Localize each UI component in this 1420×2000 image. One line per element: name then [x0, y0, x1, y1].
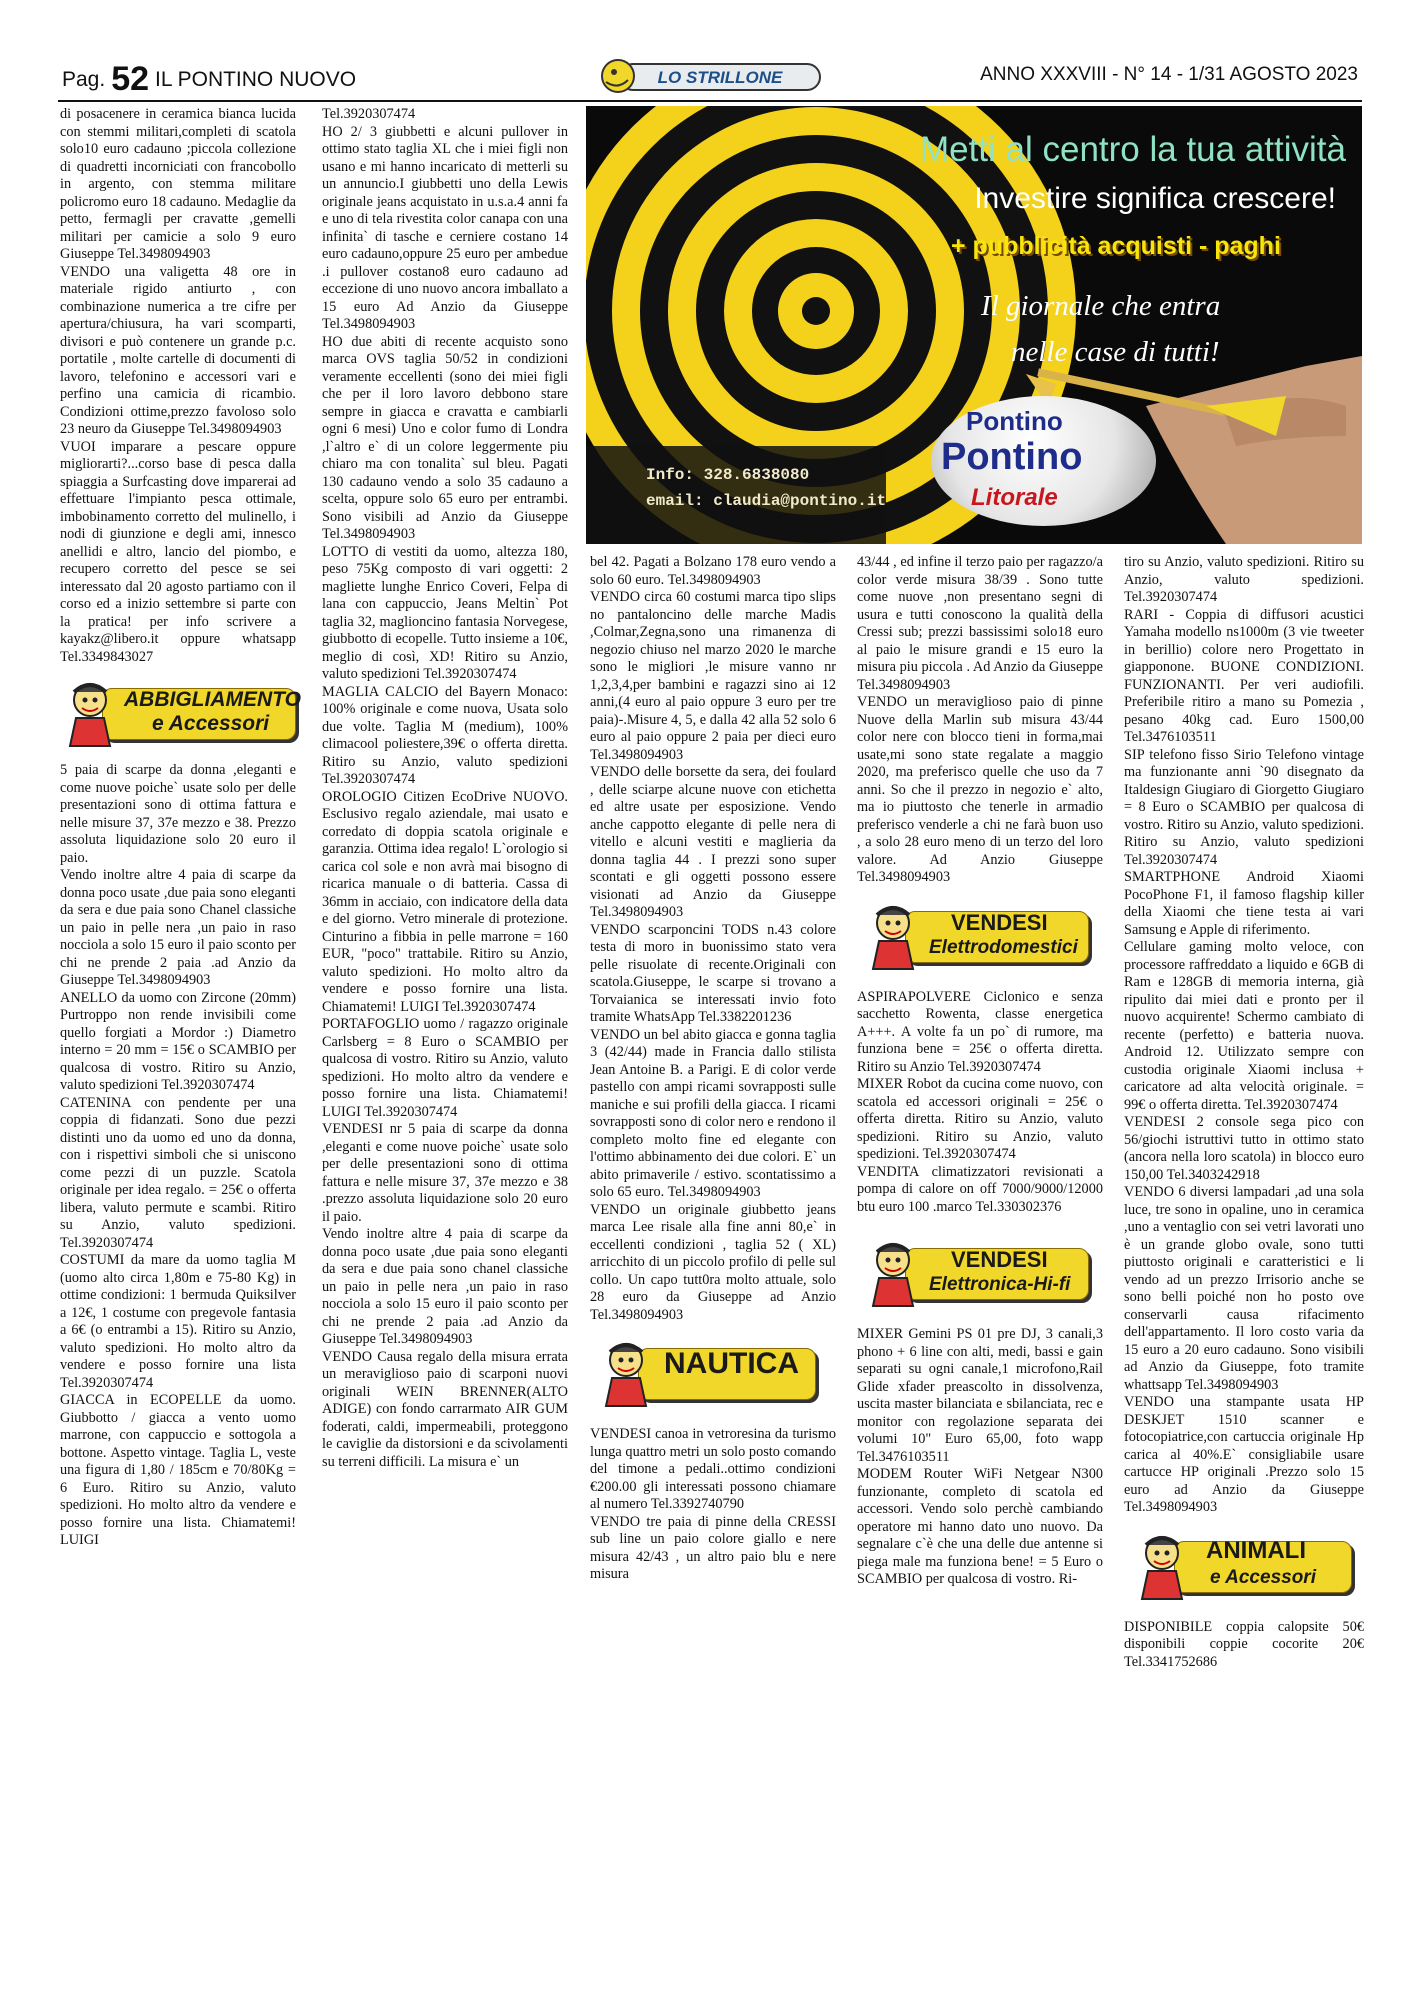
column-3 [590, 554, 836, 1584]
classified-ad: Vendo inoltre altre 4 paia di scarpe da donna poco usate ,due paia sono eleganti da sera e due paia sono chanel classiche un paio in pelle nera ,un paio in raso nocciola a solo 15 euro il paio sconto per chi ne prende 2 paia .ad Anzio da Giuseppe Tel.3498094903 [322, 1226, 568, 1347]
ad-slogan-line1: Il giornale che entra [981, 290, 1221, 322]
classified-ad: HO 2/ 3 giubbetti e alcuni pullover in ottimo stato taglia XL che i miei figli non usano e mi hanno incaricato di metterli su un annuncio.I giubbetti uno della Lewis originale jeans acquistato in u.s.a.4 anni fa e uno di tela rivestita color canapa con una infinita` di tasche e cerniere costano 14 euro cadauno,oppure 25 euro per ambedue .i pullover costano8 euro cadauno ad eccezione di uno nuovo ancora imballato a 15 euro Ad Anzio da Giuseppe Tel.3498094903 [322, 123, 568, 332]
banner-line2: Elettrodomestici [929, 936, 1078, 958]
banner-line2: e Accessori [1210, 1566, 1316, 1588]
banner-line1: NAUTICA [664, 1347, 799, 1380]
classified-ad: SIP telefono fisso Sirio Telefono vintage ma funzionante anni `90 disegnato da Italdesign Giugiaro di Giorgetto Giugiaro = 8 Euro o SCAMBIO per qualcosa di vostro. Ritiro su Anzio, valuto spedizioni. Ritiro su Anzio, valuto spedizioni Tel.3920307474 [1124, 746, 1364, 868]
classified-ad: GIACCA in ECOPELLE da uomo. Giubbotto / giacca a vento uomo marrone, con cappuccio e sottogola a bottone. Aspetto vintage. Taglia L, veste una figura di 1,80 / 185cm e 70/80Kg = 6 Euro. Ritiro su Anzio, valuto spedizioni. Ho molto altro da vendere e posso fornire una lista. Chiamatemi! LUIGI [60, 1392, 296, 1548]
ad-email: email: claudia@pontino.it [646, 492, 887, 510]
strillone-logo [590, 56, 830, 96]
mascot-icon [1132, 1531, 1194, 1601]
classified-ad: SMARTPHONE Android Xiaomi PocoPhone F1, il famoso flagship killer della Xiaomi che tiene testa ai vari Samsung e Apple di riferimento. [1124, 869, 1364, 938]
page-number: 52 [111, 60, 150, 98]
column-2 [322, 106, 568, 1471]
section-banner-elettronica [863, 1238, 1089, 1308]
section-banner-elettrodomestici [863, 901, 1089, 971]
column-1 [60, 106, 301, 1550]
classified-ad: MODEM Router WiFi Netgear N300 funzionante, completo di scatola ed accessori. Vendo solo perchè cambiando operatore mi hanno dato uno nuovo. Da segnalare c`è che una delle due antenne si piega male ma funziona bene! = 5 Euro o SCAMBIO per qualcosa di vostro. Ri- [857, 1466, 1103, 1587]
classified-ad: VENDO circa 60 costumi marca tipo slips no pantaloncino delle marche Madis ,Colmar,Zegna,sono una rimanenza di negozio chiuso nel marzo 2020 le marche sono le migliori ,le misure vanno nr 1,2,3,4,per bambini e ragazzi sino ai 12 anni,(4 euro al paio oppure 3 euro per tre paia)-.Misure 4, 5, e dalla 42 alla 52 solo 6 euro al paio oppure 2 paia per dieci euro Tel.3498094903 [590, 589, 836, 763]
classified-ad: VUOI imparare a pescare oppure migliorarti?...corso base di pesca dalla spiaggia a Surfcasting dove imparerai ad effettuare l'impianto pesca ottimale, imbobinamento corretto del mulinello, i nodi di giunzione e degli ami, innesco anellidi e altro, lancio del piombo, e recupero corretto del pesce se sei interessato dal 20 agosto partiamo con il corso ed a inizio settembre si parte con la pratica! per info scrivere a kayakz@libero.it oppure whatsapp Tel.3349843027 [60, 438, 296, 665]
classified-ad: LOTTO di vestiti da uomo, altezza 180, peso 75Kg composto di vari oggetti: 2 magliette lunghe Enrico Coveri, Felpa di lana con cappuccio, Jeans Meltin` Pot taglia 32, maglioncino fantasia Norvegese, giubbotto di ecopelle. Tutto insieme a 10€, meglio di così, XD! Ritiro su Anzio, valuto spedizioni Tel.3920307474 [322, 543, 568, 682]
classified-ad: Cellulare gaming molto veloce, con processore raffreddato a liquido e 6GB di Ram e 128GB di memoria interna, già ripulito dai miei dati e pronto per il nuovo acquirente! Schermo cambiato di recente (perfetto) e batteria nuova. Android 12. Utilizzato sempre con custodia originale Xiaomi inclusa + caricatore ad alta velocità originale. = 99€ o offerta diretta. Tel.3920307474 [1124, 939, 1364, 1113]
classified-ad: MIXER Robot da cucina come nuovo, con scatola ed accessori originali = 25€ o offerta diretta. Ritiro su Anzio, valuto spedizioni. Ritiro su Anzio, valuto spedizioni. Tel.3920307474 [857, 1076, 1103, 1162]
section-banner-abbigliamento [60, 678, 301, 748]
classified-ad: RARI - Coppia di diffusori acustici Yamaha modello ns1000m (3 vie tweeter in berillio) colore nero Progettato in giapponone. BUONE CONDIZIONI. FUNZIONANTI. Per veri audiofili. Preferibile ritiro a mano su Pomezia , pesano 40kg cad. Euro 1500,00 Tel.3476103511 [1124, 606, 1364, 745]
classified-ad: VENDO un originale giubbetto jeans marca Lee risale alla fine anni 80,e` in eccellenti condizioni , taglia 52 ( XL) arricchito di un piccolo profilo di pelle sul collo. Un capo tutt0ra molto attuale, solo 28 euro da Giuseppe ad Anzio Tel.3498094903 [590, 1201, 836, 1323]
banner-line1: ABBIGLIAMENTO [124, 688, 301, 711]
classified-ad: VENDO un meraviglioso paio di pinne Nuove della Marlin sub misura 43/44 color nere con blocco tieni in forma,mai usate,mi sono state regalate a maggio 2020, ma preferisco quelle che uso da 7 anni. So che il prezzo in negozio e` alto, ma io piuttosto che tenerle in armadio preferisco venderle a chi ne farà buon uso , a solo 28 euro meno di un terzo del loro valore. Ad Anzio Giuseppe Tel.3498094903 [857, 694, 1103, 885]
banner-line1: ANIMALI [1206, 1536, 1306, 1564]
globe-text-3: Litorale [971, 484, 1058, 511]
logo-text: LO STRILLONE [657, 68, 783, 87]
header-rule [58, 100, 1362, 102]
classified-ad: 5 paia di scarpe da donna ,eleganti e come nuove poiche` usate solo per delle presentazioni sono di ottima fattura e nelle misure 37, 37e mezzo e 38. Prezzo assoluta liquidazione solo 20 euro il paio. [60, 762, 296, 866]
banner-line1: VENDESI [951, 1247, 1048, 1272]
paper-name: IL PONTINO NUOVO [155, 68, 357, 91]
issue-info: ANNO XXXVIII - N° 14 - 1/31 AGOSTO 2023 [980, 64, 1358, 85]
classified-ad: VENDESI nr 5 paia di scarpe da donna ,eleganti e come nuove poiche` usate solo per delle presentazioni sono di ottima fattura e nelle misure 37, 37e mezzo e 38 .prezzo assoluta liquidazione solo 20 euro il paio. [322, 1121, 568, 1225]
banner-line2: e Accessori [152, 712, 270, 735]
classified-ad: DISPONIBILE coppia calopsite 50€ disponibili coppie cocorite 20€ Tel.3341752686 [1124, 1618, 1364, 1670]
classified-ad: ASPIRAPOLVERE Ciclonico e senza sacchetto Rowenta, classe energetica A+++. A volte fa un po` di rumore, ma funziona bene = 25€ o offerta diretta. Ritiro su Anzio Tel.3920307474 [857, 988, 1103, 1075]
classified-ad: VENDO 6 diversi lampadari ,ad una sola luce, tre sono in opaline, uno in ceramica ,uno a ventaglio con sei vetri lavorati uno è un grande globo ovale, sono tutti piuttosto originali e caratteristici e li vendo ad un prezzo Irrisorio anche se sono belli poiché non ho posto ove conservarli causa rifacimento dell'appartamento. Il loro costo varia da 15 euro a 20 euro cadauno. Sono visibili ad Anzio da Giuseppe, foto tramite whattsapp Tel.3498094903 [1124, 1184, 1364, 1393]
ad-title: Metti al centro la tua attività [919, 130, 1346, 169]
classified-ad: Tel.3920307474 [322, 106, 416, 122]
mascot-icon [596, 1338, 658, 1408]
banner-line1: VENDESI [951, 909, 1048, 935]
classified-ad: VENDESI canoa in vetroresina da turismo lunga quattro metri un solo posto comando del timone a pedali..ottimo condizioni €200.00 gli interessati possono chiamare al numero Tel.3392740790 [590, 1426, 836, 1512]
mascot-icon [60, 678, 122, 748]
classified-ad: OROLOGIO Citizen EcoDrive NUOVO. Esclusivo regalo aziendale, mai usato e corredato di doppia scatola originale e garanzia. Ottima idea regalo! L`orologio si carica col sole e non avrà mai bisogno di ricarica manuale o di batteria. Cassa di 36mm in acciaio, con indicatore della data e del giorno. Vetro minerale di protezione. Cinturino a fibbia in pelle marrone = 160 EUR, "poco" trattabile. Ritiro su Anzio, valuto spedizioni. Ho molto altro da vendere e posso fornire una lista. Chiamatemi! LUIGI Tel.3920307474 [322, 788, 568, 1015]
classified-ad: VENDO una stampante usata HP DESKJET 1510 scanner e fotocopiatrice,con cartuccia originale Hp carica al 40%.E` consigliabile usare cartucce HP originali .Prezzo solo 15 euro ad Anzio da Giuseppe Tel.3498094903 [1124, 1394, 1364, 1515]
classified-ad: VENDO tre paia di pinne della CRESSI sub line un paio colore giallo e nere misura 42/43 , un altro paio blu e nere misura [590, 1513, 836, 1582]
classified-ad: tiro su Anzio, valuto spedizioni. Ritiro su Anzio, valuto spedizioni. Tel.3920307474 [1124, 554, 1364, 605]
classified-ad: 43/44 , ed infine il terzo paio per ragazzo/a color verde misura 38/39 . Sono tutte come nuove ,non presentano segni di usura e tutti conoscono la qualità della Cressi sub; prezzi bassissimi solo18 euro al paio le misure grandi e 15 euro la misura piu piccola . Ad Anzio da Giuseppe Tel.3498094903 [857, 554, 1103, 693]
classified-ad: MIXER Gemini PS 01 pre DJ, 3 canali,3 phono + 6 line con alti, medi, bassi e gain separati su ogni canale,1 microfono,Rail Glide xfader preascolto in dissolvenza, uscita master bilanciata e sbilanciata, rec e monitor con regolazione separata dei volumi 10" Euro 65,00, foto wapp Tel.3476103511 [857, 1326, 1103, 1465]
classified-ad: COSTUMI da mare da uomo taglia M (uomo alto circa 1,80m e 75-80 Kg) in ottime condizioni: 1 bermuda Quiksilver a 12€, 1 costume con pregevole fantasia a 6€ (o entrambi a 15). Ritiro su Anzio, valuto spedizioni. Ho molto altro da vendere e posso fornire una lista Tel.3920307474 [60, 1252, 296, 1391]
advertisement [586, 106, 1362, 544]
page-header-left [62, 60, 356, 99]
classified-ad: VENDO un bel abito giacca e gonna taglia 3 (42/44) made in Francia dallo stilista Jean Antoine B. a Parigi. E di color verde pastello con ampi ricami sovrapposti sulle maniche e sui profili della giacca. I ricami sovrapposti sono di color nero e rendono il completo molto fine ed elegante con l'ottimo abbinamento dei due colori. E` un abito primaverile / estivo. scontatissimo a solo 65 euro. Tel.3498094903 [590, 1026, 836, 1200]
classified-ad: ANELLO da uomo con Zircone (20mm) Purtroppo non rende invisibili come quello forgiati a Mordor :) Diametro interno = 20 mm = 15€ o SCAMBIO per qualcosa di vostro. Ritiro su Anzio, valuto spedizioni Tel.3920307474 [60, 989, 296, 1093]
ad-subtitle: Investire significa crescere! [974, 182, 1336, 215]
column-4 [857, 554, 1103, 1589]
mascot-icon [863, 901, 925, 971]
ad-promo: + pubblicità acquisti - paghi [951, 232, 1281, 260]
classified-ad: HO due abiti di recente acquisto sono marca OVS taglia 50/52 in condizioni veramente eccellenti (sono dei miei figli che per il loro lavoro debbono stare sempre in giacca e cravatta e cambiarli ogni 6 mesi) Uno e color fumo di Londra ,l`altro e` di un colore leggermente piu chiaro ma con tonalita` sul bleu. Pagati 130 cadauno vendo a solo 35 cadauno a scelta, oppure solo 65 euro per entrambi. Sono visibili ad Anzio da Giuseppe Tel.3498094903 [322, 333, 568, 542]
section-banner-animali [1132, 1531, 1352, 1601]
classified-ad: Vendo inoltre altre 4 paia di scarpe da donna poco usate ,due paia sono eleganti da sera e due paia sono Chanel classiche un paio in pelle nera ,un paio in raso nocciola a solo 15 euro il paio sconto per chi ne prende 2 paia .ad Anzio da Giuseppe Tel.3498094903 [60, 867, 296, 988]
section-banner-nautica [596, 1338, 816, 1408]
classified-ad: VENDO una valigetta 48 ore in materiale rigido antiurto , con combinazione numerica a tre cifre per apertura/chiusura, ha vari scomparti, divisori e può contenere un grande p.c. portatile , molte cartelle di documenti di lavoro, telefonino e accessori vari e perfino una camicia di ricambio. Condizioni ottime,prezzo favoloso solo 23 neuro da Giuseppe Tel.3498094903 [60, 263, 296, 437]
classified-ad: di posacenere in ceramica bianca lucida con stemmi militari,completi di scatola solo10 euro cadauno ;piccola collezione di quadretti incorniciati con francobollo in argento, con stemma militare policromo euro 18 cadauno. Medaglie da petto, fermagli per cravatte ,gemelli militari per camicie a solo 9 euro Giuseppe Tel.3498094903 [60, 106, 296, 262]
globe-text-1: Pontino [966, 406, 1063, 436]
pontino-globe-logo [931, 396, 1156, 526]
classified-ad: VENDO delle borsette da sera, dei foulard , delle sciarpe alcune nuove con etichetta ed altre usate per esposizione. Vendo anche cappotto elegante di pelle nera di vitello e alcuni vestiti e maglieria da donna taglia 44 . I prezzi sono super scontati e gli oggetti possono essere visionati ad Anzio da Giuseppe Tel.3498094903 [590, 764, 836, 920]
classified-ad: MAGLIA CALCIO del Bayern Monaco: 100% originale e come nuova, Usata solo due volte. Taglia M (medium), 100% climacool poliestere,39€ o offerta diretta. Ritiro su Anzio, valuto spedizioni Tel.3920307474 [322, 683, 568, 787]
classified-ad: VENDO Causa regalo della misura errata un meraviglioso paio di scarponi nuovi originali WEIN BRENNER(ALTO ADIGE) con fondo carrarmato AIR GUM foderati, caldi, impermeabili, proteggono le caviglie da distorsioni e da scivolamenti su terreni difficili. La misura e` un [322, 1348, 568, 1470]
ad-slogan-line2: nelle case di tutti! [1011, 336, 1220, 368]
classified-ad: VENDO scarponcini TODS n.43 colore testa di moro in buonissimo stato vera pelle risuolate di recente.Originali con scatola.Giuseppe, le scarpe si trovano a Torvaianica se interessati invio foto tramite WhatsApp Tel.3382201236 [590, 921, 836, 1025]
classified-ad: VENDITA climatizzatori revisionati a pompa di calore on off 7000/9000/12000 btu euro 100 .marco Tel.330302376 [857, 1163, 1103, 1215]
ad-phone: Info: 328.6838080 [646, 466, 810, 484]
classified-ad: CATENINA con pendente per una coppia di fidanzati. Sono due pezzi distinti uno da uomo ed uno da donna, con i rispettivi simboli che si uniscono come pezzi di un puzzle. Scatola originale per idea regalo. = 25€ o offerta libera, valuto permute e scambi. Ritiro su Anzio, valuto spedizioni. Tel.3920307474 [60, 1094, 296, 1251]
page-prefix: Pag. [62, 68, 106, 91]
mascot-icon [863, 1238, 925, 1308]
column-5 [1124, 554, 1364, 1671]
classified-ad: bel 42. Pagati a Bolzano 178 euro vendo a solo 60 euro. Tel.3498094903 [590, 554, 836, 588]
classified-ad: VENDESI 2 console sega pico con 56/giochi istruttivi tutto in ottimo stato (ancora nella loro scatola) in blocco euro 150,00 Tel.3403242918 [1124, 1114, 1364, 1183]
globe-text-2: Pontino [941, 436, 1083, 478]
banner-line2: Elettronica-Hi-fi [929, 1274, 1071, 1295]
classified-ad: PORTAFOGLIO uomo / ragazzo originale Carlsberg = 8 Euro o SCAMBIO per qualcosa di vostro. Ritiro su Anzio, valuto spedizioni. Ho molto altro da vendere e posso fornire una lista. Chiamatemi! LUIGI Tel.3920307474 [322, 1016, 568, 1120]
